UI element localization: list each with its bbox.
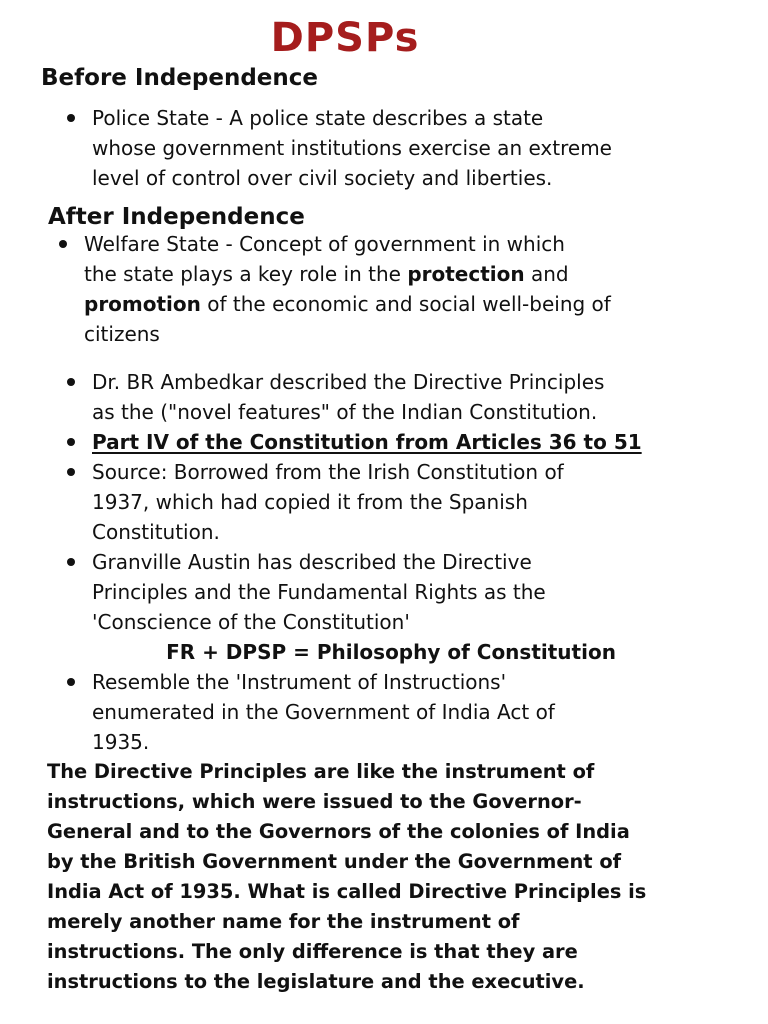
list-item-line: as the ("novel features" of the Indian Constitution. (92, 400, 598, 424)
list-item-line: enumerated in the Government of India Act of (92, 700, 555, 724)
quote-line: The Directive Principles are like the instrument of (47, 760, 595, 783)
list-item-line: 1935. (92, 730, 150, 754)
list-item (64, 103, 612, 193)
list-item-line: level of control over civil society and liberties. (92, 166, 553, 190)
bullet-icon (59, 240, 67, 248)
bullet-icon (67, 558, 75, 566)
text-run: of the economic and social well-being of (200, 292, 611, 316)
emphasis-promotion: promotion (84, 292, 201, 316)
bullet-icon (67, 468, 75, 476)
bullet-icon (67, 114, 75, 122)
list-item-line (84, 259, 611, 289)
list-item-line: Source: Borrowed from the Irish Constitution of (92, 460, 564, 484)
list-item-source (64, 457, 642, 547)
before-list (64, 103, 612, 193)
part-iv-heading: Part IV of the Constitution from Articles 36 to 51 (92, 430, 642, 454)
list-item-line (84, 289, 611, 319)
page-title: DPSPs (270, 15, 420, 61)
quote-line: instructions. The only difference is that they are (47, 940, 578, 963)
list-item-austin (64, 547, 642, 637)
bullet-icon (67, 378, 75, 386)
list-item-line: Resemble the 'Instrument of Instructions' (92, 670, 507, 694)
list-item-ambedkar (64, 367, 642, 427)
list-item-line: citizens (84, 322, 160, 346)
list-item-line: 'Conscience of the Constitution' (92, 610, 410, 634)
quote-line: by the British Government under the Government of (47, 850, 622, 873)
list-item-line: whose government institutions exercise an extreme (92, 136, 612, 160)
list-item-part-iv (64, 427, 642, 457)
quote-line: General and to the Governors of the colonies of India (47, 820, 630, 843)
bullet-icon (67, 438, 75, 446)
list-item-line: Dr. BR Ambedkar described the Directive Principles (92, 370, 605, 394)
key-points-list (64, 367, 642, 637)
list-item-resemble (64, 667, 555, 757)
quote-line: instructions to the legislature and the executive. (47, 970, 585, 993)
quote-line: instructions, which were issued to the Governor- (47, 790, 582, 813)
list-item-line: 1937, which had copied it from the Spanish (92, 490, 528, 514)
list-item-line: Police State - A police state describes a state (92, 106, 544, 130)
bullet-icon (67, 678, 75, 686)
after-list (56, 229, 611, 349)
list-item (56, 229, 611, 349)
list-item-line: Constitution. (92, 520, 220, 544)
quote-line: merely another name for the instrument of (47, 910, 520, 933)
emphasis-protection: protection (407, 262, 525, 286)
formula-line: FR + DPSP = Philosophy of Constitution (166, 640, 616, 664)
text-run: and (524, 262, 569, 286)
quote-line: India Act of 1935. What is called Directive Principles is (47, 880, 647, 903)
resemble-list (64, 667, 555, 757)
section-heading-before: Before Independence (41, 65, 318, 91)
list-item-line: Principles and the Fundamental Rights as the (92, 580, 546, 604)
list-item-line: Granville Austin has described the Directive (92, 550, 532, 574)
ambedkar-quote-paragraph (47, 757, 646, 997)
section-heading-after: After Independence (48, 204, 305, 230)
list-item-line: Welfare State - Concept of government in which (84, 232, 565, 256)
text-run: the state plays a key role in the (84, 262, 408, 286)
